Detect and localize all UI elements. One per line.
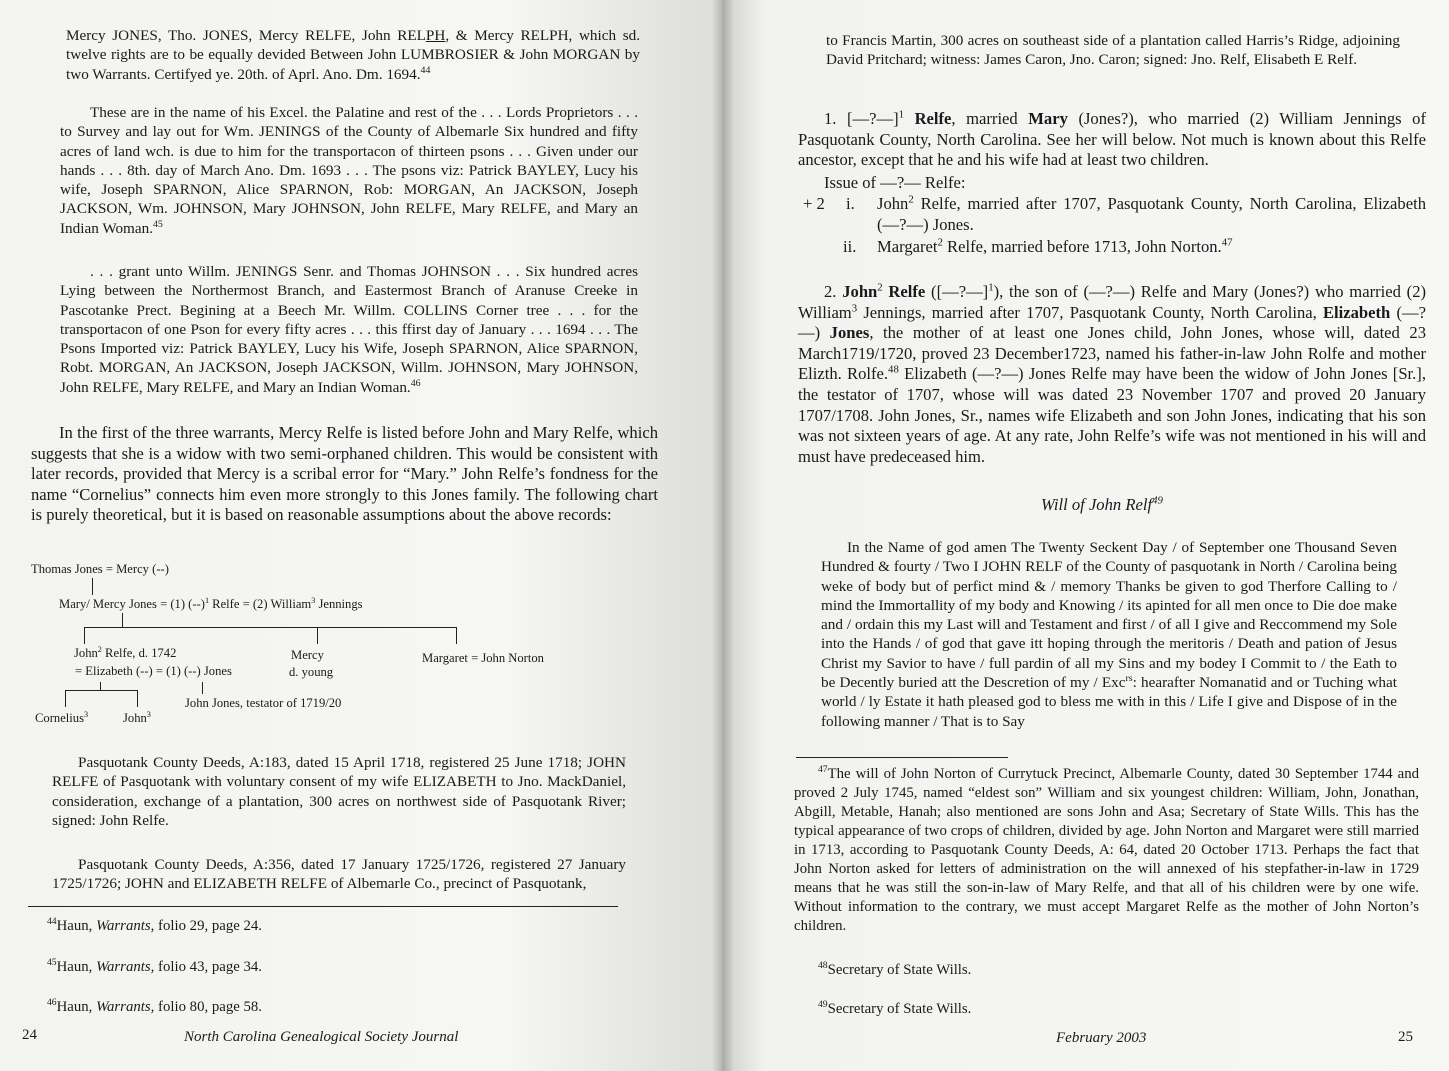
issue-item-john-text: John$^2$ Relfe, married after 1707, Pasquotank County, North Carolina, Elizabeth (—?—) Jones. xyxy=(877,193,1426,234)
warrant-paragraph-3: . . . grant unto Willm. JENINGS Senr. and Thomas JOHNSON . . . Six hundred acres Lying between the Northermost Branch, and Eastermost Branch of Aranuse Creeke in Pascotanke Prect. Begining at a Beech Mr. Willm. COLLINS Corner tree . . . for the transportacon of one Pson for every fifty acres . . . this ffirst day of January . . . 1694 . . . The Psons Imported viz: Patrick BAYLEY, Lucy his Wife, Joseph SPARNON, Alice SPARNON, Robt. MORGAN, An JACKSON, Joseph JACKSON, Willm. JOHNSON, Mary JOHNSON, John RELFE, Mary RELFE, and Mary an Indian Woman.$^{46}$ xyxy=(60,263,638,396)
footnote-45: $^{45}$Haun, Warrants, folio 43, page 34. xyxy=(47,957,262,975)
tree-connector xyxy=(456,627,457,644)
footnote-49: $^{49}$Secretary of State Wills. xyxy=(818,999,972,1017)
footnote-rule xyxy=(28,906,618,907)
tree-connector xyxy=(317,627,318,644)
warrant-paragraph-1: Mercy JONES, Tho. JONES, Mercy RELFE, John RELPH, & Mercy RELPH, which sd. twelve rights are to be equally devided Between John LUMBROSIER & John MORGAN by two Warrants. Certifyed ye. 20th. of Aprl. Ano. Dm. 1694.44 xyxy=(66,27,641,83)
tree-connector xyxy=(84,627,456,628)
analysis-paragraph: In the first of the three warrants, Mercy Relfe is listed before John and Mary Relfe, which suggests that she is a widow with two semi-orphaned children. This would be consistent with later records, provided that Mercy is a scribal error for “Mary.” John Relfe’s fondness for the name “Cornelius” connects him even more strongly to this Jones family. The following chart is purely theoretical, but it is based on reasonable assumptions about the above records: xyxy=(31,423,658,525)
footnote-44: $^{44}$Haun, Warrants, folio 29, page 24. xyxy=(47,916,262,934)
issue-item-margaret-text: Margaret$^2$ Relfe, married before 1713, John Norton.$^{47}$ xyxy=(877,236,1233,256)
tree-connector xyxy=(100,682,101,690)
tree-connector xyxy=(202,682,203,694)
tree-connector xyxy=(65,690,137,691)
warrant-paragraph-2: These are in the name of his Excel. the Palatine and rest of the . . . Lords Proprietors . . . to Survey and lay out for Wm. JENINGS of the County of Albemarle Six hundred and fifty acres of land wch. is due to him for the transportacon of thirteen psons . . . Given under our hands . . . 8th. day of March Ano. Dm. 1693 . . . The psons viz: Patrick BAYLEY, Lucy his wife, Joseph SPARNON, Alice SPARNON, Rob: MORGAN, An JACKSON, Joseph JACKSON, Wm. JOHNSON, Mary JOHNSON, John RELFE, Mary RELFE, and Mary an Indian Woman.$^{45}$ xyxy=(60,104,638,237)
footnote-rule xyxy=(796,757,1008,758)
tree-connector xyxy=(84,627,85,644)
left-page xyxy=(0,0,722,1071)
issue-heading: Issue of —?— Relfe: xyxy=(824,173,966,192)
tree-mercy: Mercy xyxy=(291,648,324,662)
issue-item-john: + 2 xyxy=(803,194,825,213)
tree-connector xyxy=(137,690,138,707)
page-number-right: 25 xyxy=(1398,1029,1413,1045)
tree-mary-jones: Mary/ Mercy Jones = (1) $(--)^1$ Relfe = (2) William$^3$ Jennings xyxy=(59,595,363,611)
footnote-47: $^{47}$The will of John Norton of Currytuck Precinct, Albemarle County, dated 30 September 1744 and proved 2 July 1745, named “eldest son” William and six youngest children: William, John, Jonathan, Abgill, Metable, Hanah; also mentioned are sons John and Asa; Secretary of State Wills. This has the typical appearance of two crops of children, divided by age. John Norton and Margaret were still married in 1713, according to Pasquotank County Deeds, A: 64, dated 20 October 1713. Perhaps the fact that John Norton asked for letters of administration on the will annexed of his stepfather-in-law in 1729 means that he was still the son-in-law of Mary Relfe, and that all of his children were by one wife. Without information to the contrary, we must accept Margaret Relfe as the mother of John Norton’s children. xyxy=(794,764,1419,934)
footnote-46: $^{46}$Haun, Warrants, folio 80, page 58. xyxy=(47,997,262,1015)
tree-connector xyxy=(92,578,93,595)
deed-paragraph-2: Pasquotank County Deeds, A:356, dated 17 January 1725/1726, registered 27 January 1725/1726; JOHN and ELIZABETH RELFE of Albemarle Co., precinct of Pasquotank, xyxy=(52,856,626,893)
tree-margaret: Margaret = John Norton xyxy=(422,651,544,665)
will-title: Will of John Relf$^{49}$ xyxy=(1041,494,1163,514)
entry-2-paragraph: 2. John$^2$ Relfe ([—?—]$^1$), the son of (—?—) Relfe and Mary (Jones?) who married (2) William$^3$ Jennings, married after 1707, Pasquotank County, North Carolina, Elizabeth (—?—) Jones, the mother of at least one Jones child, John Jones, whose will, dated 23 March1719/1720, proved 23 December1723, named his father-in-law John Rolfe and mother Elizth. Rolfe.$^{48}$ Elizabeth (—?—) Jones Relfe may have been the widow of John Jones [Sr.], the testator of 1707, whose will was dated 23 November 1707 and proved 20 January 1707/1708. John Jones, Sr., names wife Elizabeth and son John Jones, indicating that his son was not sixteen years of age. At any rate, John Relfe’s wife was not mentioned in his will and must have predeceased him. xyxy=(798,281,1427,466)
footnote-48: $^{48}$Secretary of State Wills. xyxy=(818,960,972,978)
entry-1-paragraph: 1. [—?—]$^1$ Relfe, married Mary (Jones?), who married (2) William Jennings of Pasquotank County, North Carolina. See her will below. Not much is known about this Relfe ancestor, except that he and his wife had at least two children. xyxy=(798,108,1427,170)
page-number-left: 24 xyxy=(22,1027,37,1043)
tree-cornelius: Cornelius$^3$ xyxy=(35,709,89,725)
tree-john-relfe: John$^2$ Relfe, d. 1742 xyxy=(74,644,177,660)
book-gutter xyxy=(712,0,734,1071)
deed-paragraph-1: Pasquotank County Deeds, A:183, dated 15 April 1718, registered 25 June 1718; JOHN RELFE of Pasquotank with voluntary consent of my wife ELIZABETH to Jno. MackDaniel, consideration, exchange of a plantation, 300 acres on northwest side of Pasquotank River; signed: John Relfe. xyxy=(52,754,626,829)
tree-connector xyxy=(65,690,66,707)
issue-item-john-num: i. xyxy=(846,194,855,213)
running-head-date: February 2003 xyxy=(1056,1030,1147,1046)
tree-john-3: John$^3$ xyxy=(123,709,151,725)
tree-connector xyxy=(122,613,123,627)
tree-elizabeth: = Elizabeth (--) = (1) (--) Jones xyxy=(75,664,232,678)
tree-john-jones: John Jones, testator of 1719/20 xyxy=(185,696,342,710)
deed-continuation: to Francis Martin, 300 acres on southeast side of a plantation called Harris’s Ridge, adjoining David Pritchard; witness: James Caron, Jno. Caron; signed: Jno. Relf, Elisabeth E Relf. xyxy=(826,32,1400,69)
running-head-journal: North Carolina Genealogical Society Journal xyxy=(184,1029,459,1045)
right-page xyxy=(722,0,1449,1071)
will-text: In the Name of god amen The Twenty Seckent Day / of September one Thousand Seven Hundred & fourty / Two I JOHN RELF of the County of pasquotank in North / Carolina being weke of body but of perfict mind & / memory Thanks be given to god Therfore Calling to / mind the Immortallity of my body and Knowing / its apinted for all men once to Die doe make and / ordain this my Last will and Testament and first / of all I give and Reccommend my Sole into the Hands / of god that gave itt hoping through the meritoris / Death and pation of Jesus Christ my Savior to have / full pardin of all my Sins and my bodey I Commit to / the Eath to be Decently buried att the Descretion of my / Exc$^{rs}$: hearafter Nomanatid and or Tuching what world / ly Estate it hath pleased god to bless me with in this / Life I give and Dispose of in the following manner / That is to Say xyxy=(821,539,1397,730)
tree-thomas-jones: Thomas Jones = Mercy (--) xyxy=(31,562,169,576)
issue-item-margaret-num: ii. xyxy=(843,237,857,256)
tree-mercy-note: d. young xyxy=(289,665,334,679)
